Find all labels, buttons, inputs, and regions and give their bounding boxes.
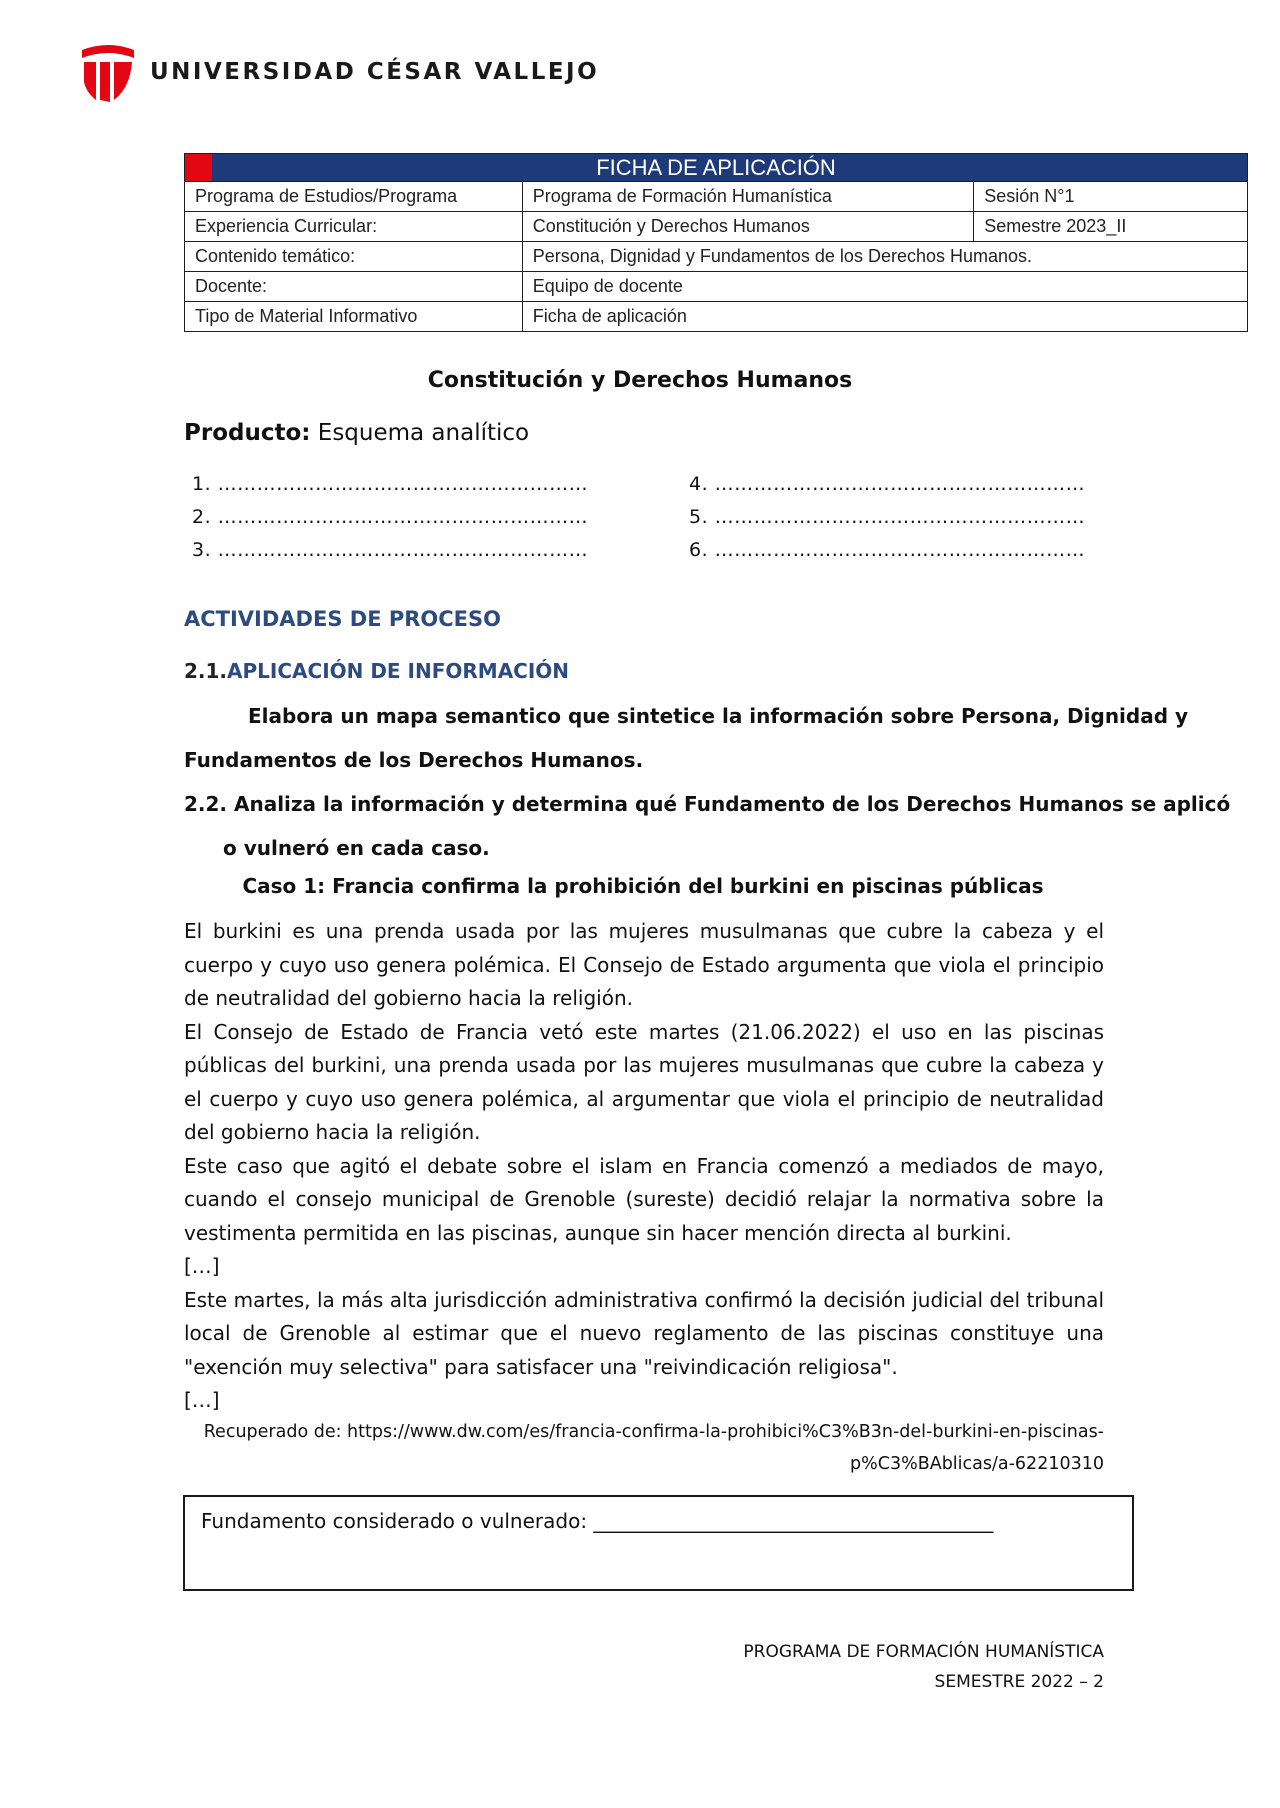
row-label: Programa de Estudios/Programa xyxy=(185,182,523,212)
producto-line xyxy=(184,420,529,446)
list-item: 2. ………………………………………………… xyxy=(192,506,589,528)
list-item: 1. ………………………………………………… xyxy=(192,473,589,495)
ficha-title: FICHA DE APLICACIÓN xyxy=(596,154,836,180)
list-item: 3. ………………………………………………… xyxy=(192,539,589,561)
case-paragraph: […] xyxy=(184,1388,220,1412)
list-item: 6. ………………………………………………… xyxy=(689,539,1086,561)
producto-label: Producto: xyxy=(184,420,311,446)
row-label: Experiencia Curricular: xyxy=(185,212,523,242)
subsection-title xyxy=(184,659,569,683)
footer-semester: SEMESTRE 2022 – 2 xyxy=(934,1672,1104,1692)
instruction-line: Elabora un mapa semantico que sintetice la información sobre Persona, Dignidad y xyxy=(248,704,1189,728)
row-extra: Sesión N°1 xyxy=(974,182,1248,212)
source-line: Recuperado de: https://www.dw.com/es/francia-confirma-la-prohibici%C3%B3n-del-burkini-en-piscinas- xyxy=(203,1422,1104,1442)
row-label: Docente: xyxy=(185,272,523,302)
case-paragraph: El Consejo de Estado de Francia vetó este martes (21.06.2022) el uso en las piscinas públicas del burkini, una prenda usada por las mujeres musulmanas que cubre la cabeza y el cuerpo y cuyo uso genera polémica, al argumentar que viola el principio de neutralidad del gobierno hacia la religión. xyxy=(184,1019,1104,1144)
producto-value: Esquema analítico xyxy=(317,420,530,446)
ficha-table xyxy=(184,153,1248,332)
case-body xyxy=(184,915,1104,1418)
ficha-title-cell xyxy=(185,154,1248,182)
source-citation xyxy=(184,1416,1104,1480)
course-title: Constitución y Derechos Humanos xyxy=(427,368,853,393)
row-value: Programa de Formación Humanística xyxy=(522,182,974,212)
row-value: Persona, Dignidad y Fundamentos de los Derechos Humanos. xyxy=(522,242,1247,272)
instruction-line: Fundamentos de los Derechos Humanos. xyxy=(184,748,644,772)
row-label: Tipo de Material Informativo xyxy=(185,302,523,332)
university-name: UNIVERSIDAD CÉSAR VALLEJO xyxy=(150,59,600,85)
ucv-shield-icon xyxy=(80,42,136,102)
case-paragraph: […] xyxy=(184,1254,220,1278)
red-accent-block xyxy=(185,154,212,181)
footer-program: PROGRAMA DE FORMACIÓN HUMANÍSTICA xyxy=(743,1642,1104,1662)
case-paragraph: Este martes, la más alta jurisdicción administrativa confirmó la decisión judicial del tribunal local de Grenoble al estimar que el nuevo reglamento de las piscinas constituye una "exención muy selectiva" para satisfacer una "reivindicación religiosa". xyxy=(184,1287,1104,1379)
row-value: Ficha de aplicación xyxy=(522,302,1247,332)
list-item: 4. ………………………………………………… xyxy=(689,473,1086,495)
subsection-number: 2.1. xyxy=(184,659,228,683)
table-row xyxy=(185,302,1248,332)
table-row xyxy=(185,182,1248,212)
case-paragraph: Este caso que agitó el debate sobre el islam en Francia comenzó a mediados de mayo, cuando el consejo municipal de Grenoble (sureste) decidió relajar la normativa sobre la vestimenta permitida en las piscinas, aunque sin hacer mención directa al burkini. xyxy=(184,1153,1104,1245)
section-title: ACTIVIDADES DE PROCESO xyxy=(184,607,501,631)
row-label: Contenido temático: xyxy=(185,242,523,272)
table-row xyxy=(185,242,1248,272)
list-item: 5. ………………………………………………… xyxy=(689,506,1086,528)
source-line: p%C3%BAblicas/a-62210310 xyxy=(850,1454,1104,1474)
case-paragraph: El burkini es una prenda usada por las mujeres musulmanas que cubre la cabeza y el cuerpo y cuyo uso genera polémica. El Consejo de Estado argumenta que viola el principio de neutralidad del gobierno hacia la religión. xyxy=(184,919,1104,1010)
row-value: Constitución y Derechos Humanos xyxy=(522,212,974,242)
instruction-line: 2.2. Analiza la información y determina qué Fundamento de los Derechos Humanos se aplicó xyxy=(184,792,1231,816)
table-row xyxy=(185,272,1248,302)
instruction-line: o vulneró en cada caso. xyxy=(223,836,490,860)
answer-box[interactable] xyxy=(183,1495,1134,1591)
university-header xyxy=(80,42,599,102)
row-extra: Semestre 2023_II xyxy=(974,212,1248,242)
ficha-header-row xyxy=(185,154,1248,182)
subsection-label: APLICACIÓN DE INFORMACIÓN xyxy=(227,659,570,683)
table-row xyxy=(185,212,1248,242)
answer-label: Fundamento considerado o vulnerado: ________________________________________ xyxy=(201,1509,994,1533)
case-title: Caso 1: Francia confirma la prohibición del burkini en piscinas públicas xyxy=(242,874,1044,898)
row-value: Equipo de docente xyxy=(522,272,1247,302)
